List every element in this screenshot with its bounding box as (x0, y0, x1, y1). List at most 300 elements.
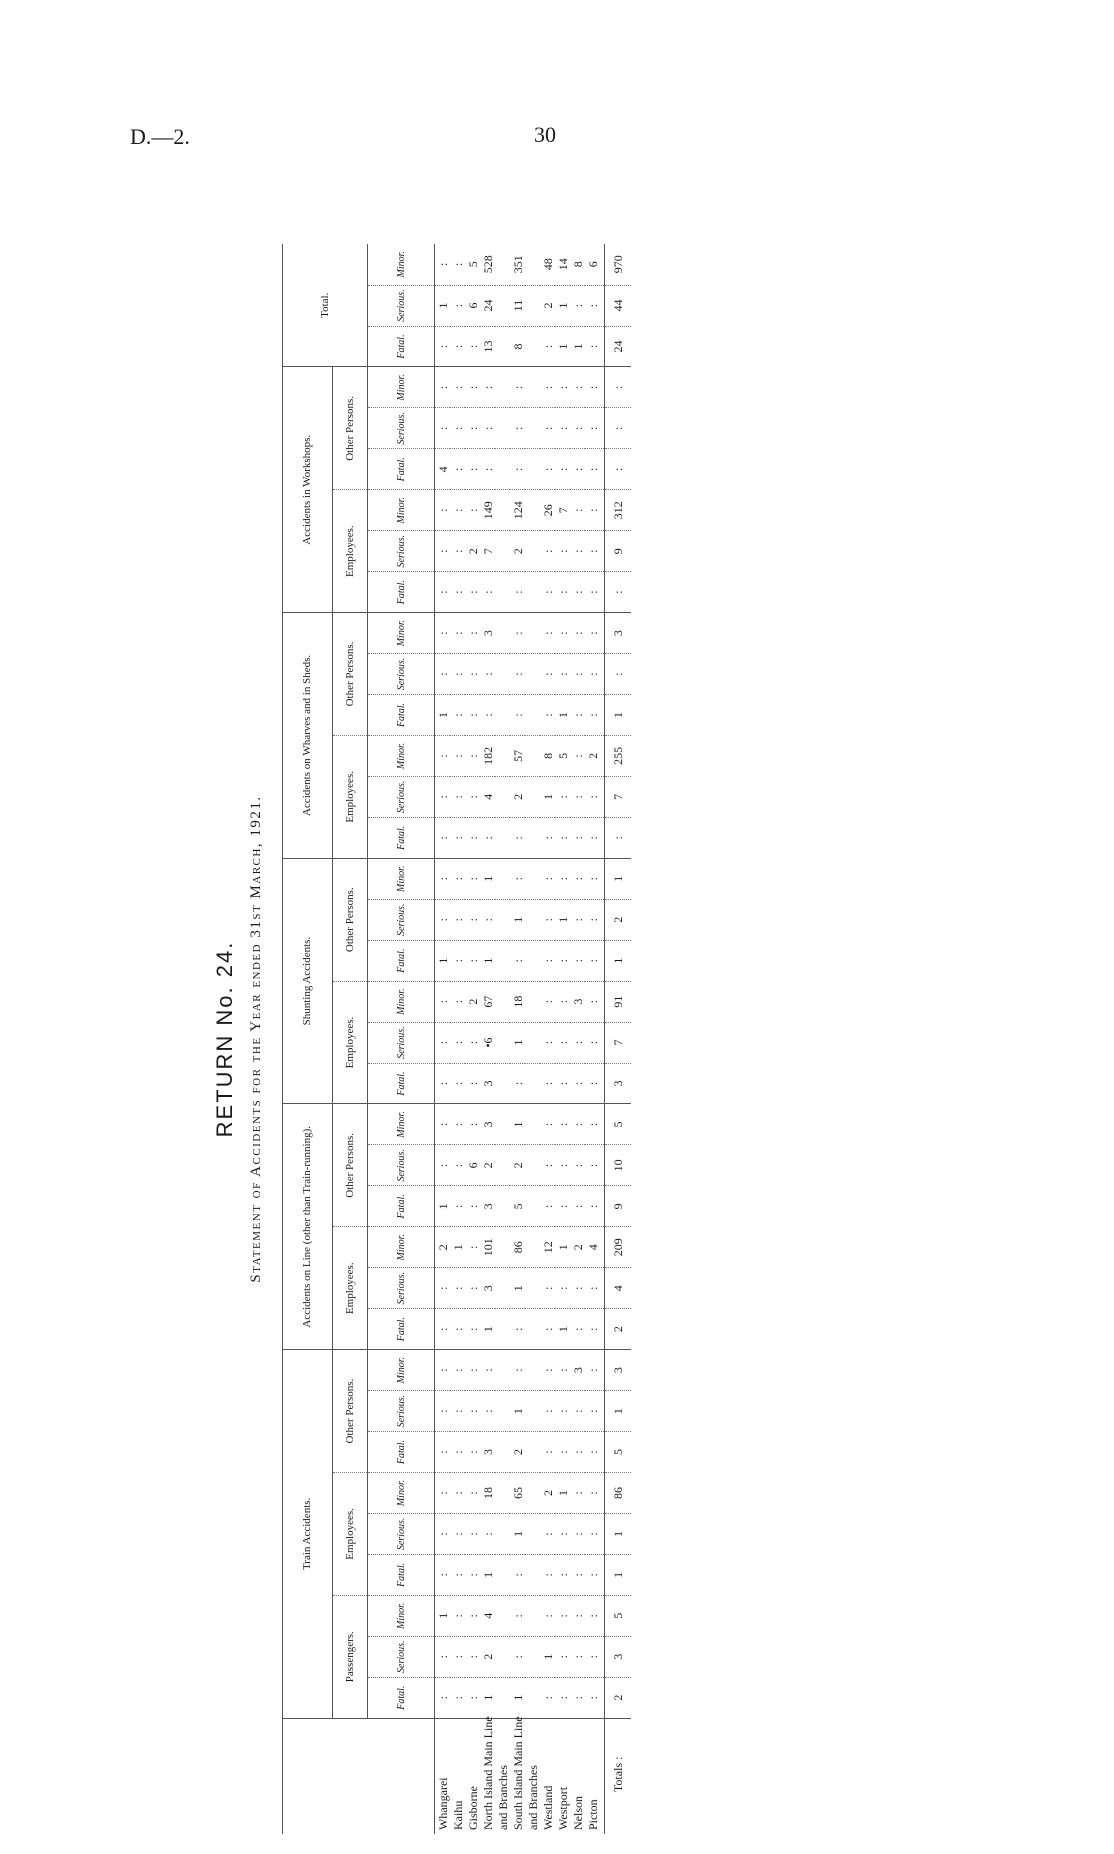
cell-value: : (510, 449, 525, 490)
cell-value: 1 (540, 776, 555, 817)
total-value: : (605, 572, 632, 613)
cell-value: : (540, 572, 555, 613)
cell-value: : (555, 1186, 570, 1227)
sub-employees: Employees. (333, 735, 368, 858)
railway-name: Kaihu (450, 1800, 465, 1830)
accidents-table (282, 244, 631, 1834)
cell-value: 1 (510, 1104, 525, 1145)
cell-value: : (585, 1636, 605, 1677)
cell-value: 2 (480, 1145, 495, 1186)
total-value: 312 (605, 490, 632, 531)
cell-value (525, 1595, 540, 1636)
group-wharves: Accidents on Wharves and in Sheds. (282, 613, 333, 859)
cell-value: : (540, 531, 555, 572)
sub-other: Other Persons. (333, 367, 368, 490)
col-minor: Minor. (368, 1350, 435, 1391)
cell-value: : (585, 449, 605, 490)
cell-value: : (540, 1391, 555, 1432)
total-value: 3 (605, 1350, 632, 1391)
cell-value (525, 1391, 540, 1432)
total-value: 1 (605, 858, 632, 899)
cell-value: : (570, 1022, 585, 1063)
cell-value: : (465, 367, 480, 408)
cell-value: : (450, 1677, 465, 1718)
cell-value: : (450, 858, 465, 899)
cell-value: 2 (510, 1432, 525, 1473)
cell-value: : (555, 940, 570, 981)
cell-value: 6 (465, 285, 480, 326)
col-fatal: Fatal. (368, 817, 435, 858)
cell-value: : (450, 694, 465, 735)
cell-value: : (450, 1391, 465, 1432)
cell-value: : (540, 1350, 555, 1391)
cell-value: : (570, 1554, 585, 1595)
cell-value: : (435, 531, 451, 572)
cell-value: : (510, 367, 525, 408)
cell-value: : (555, 654, 570, 695)
cell-value: : (450, 285, 465, 326)
cell-value: 6 (585, 244, 605, 285)
cell-value: : (570, 694, 585, 735)
total-value: 1 (605, 1513, 632, 1554)
cell-value: : (450, 244, 465, 285)
cell-value: : (570, 490, 585, 531)
cell-value: 3 (480, 1063, 495, 1104)
cell-value (495, 1186, 510, 1227)
cell-value (525, 1513, 540, 1554)
group-train: Train Accidents. (282, 1350, 333, 1718)
cell-value: 2 (570, 1227, 585, 1268)
cell-value (525, 1677, 540, 1718)
total-value: 255 (605, 735, 632, 776)
total-value: 3 (605, 1636, 632, 1677)
cell-value: : (510, 940, 525, 981)
cell-value: : (450, 1063, 465, 1104)
railway-name: Picton (585, 1799, 600, 1830)
cell-value: : (450, 1186, 465, 1227)
cell-value: 2 (585, 735, 605, 776)
cell-value: : (435, 1432, 451, 1473)
total-value: 1 (605, 1391, 632, 1432)
cell-value (495, 899, 510, 940)
cell-value: : (570, 776, 585, 817)
cell-value: : (450, 1513, 465, 1554)
col-minor: Minor. (368, 1595, 435, 1636)
cell-value: 65 (510, 1472, 525, 1513)
cell-value (495, 694, 510, 735)
cell-value: 8 (570, 244, 585, 285)
cell-value: 86 (510, 1227, 525, 1268)
total-value: 1 (605, 940, 632, 981)
cell-value: 1 (435, 1595, 451, 1636)
cell-value: : (570, 1432, 585, 1473)
cell-value: 1 (510, 1391, 525, 1432)
cell-value: 1 (510, 899, 525, 940)
cell-value: : (435, 244, 451, 285)
total-value: : (605, 367, 632, 408)
total-value: 5 (605, 1595, 632, 1636)
cell-value (525, 1432, 540, 1473)
cell-value: : (570, 899, 585, 940)
cell-value: : (480, 694, 495, 735)
cell-value: 1 (555, 1309, 570, 1350)
cell-value: : (555, 776, 570, 817)
cell-value: : (570, 1636, 585, 1677)
railway-name: and Branches (525, 1765, 540, 1830)
cell-value: : (585, 817, 605, 858)
cell-value (525, 1145, 540, 1186)
sub-employees: Employees. (333, 1227, 368, 1350)
cell-value: : (465, 735, 480, 776)
cell-value: 11 (510, 285, 525, 326)
cell-value: : (585, 899, 605, 940)
cell-value (495, 244, 510, 285)
cell-value: : (465, 326, 480, 367)
cell-value: : (450, 1472, 465, 1513)
cell-value: : (555, 1513, 570, 1554)
col-minor: Minor. (368, 1472, 435, 1513)
cell-value (525, 1186, 540, 1227)
sub-other: Other Persons. (333, 1104, 368, 1227)
cell-value: : (540, 940, 555, 981)
cell-value: : (450, 408, 465, 449)
cell-value (525, 1104, 540, 1145)
cell-value: : (555, 1022, 570, 1063)
cell-value: : (540, 1104, 555, 1145)
cell-value: 1 (435, 694, 451, 735)
cell-value (525, 940, 540, 981)
cell-value: : (435, 326, 451, 367)
cell-value (525, 776, 540, 817)
railway-name: Whangarei (435, 1777, 450, 1830)
sub-other: Other Persons. (333, 858, 368, 981)
total-value: 209 (605, 1227, 632, 1268)
cell-value: : (585, 1104, 605, 1145)
cell-value: : (450, 1104, 465, 1145)
cell-value: : (465, 654, 480, 695)
cell-value: 3 (480, 1186, 495, 1227)
cell-value (495, 1391, 510, 1432)
cell-value (525, 490, 540, 531)
col-minor: Minor. (368, 613, 435, 654)
cell-value: : (585, 776, 605, 817)
cell-value (525, 694, 540, 735)
col-serious: Serious. (368, 285, 435, 326)
column-header-row (368, 244, 435, 1834)
cell-value: : (555, 1063, 570, 1104)
cell-value: : (570, 531, 585, 572)
cell-value: : (540, 1063, 555, 1104)
cell-value: : (585, 694, 605, 735)
cell-value: : (570, 1595, 585, 1636)
cell-value: : (435, 613, 451, 654)
cell-value: : (540, 367, 555, 408)
col-fatal: Fatal. (368, 1309, 435, 1350)
cell-value: : (510, 1309, 525, 1350)
cell-value: : (465, 1432, 480, 1473)
cell-value: : (585, 1309, 605, 1350)
cell-value (495, 1227, 510, 1268)
cell-value (495, 1104, 510, 1145)
cell-value: : (435, 367, 451, 408)
cell-value (495, 1595, 510, 1636)
cell-value: 1 (555, 285, 570, 326)
cell-value (495, 776, 510, 817)
col-fatal: Fatal. (368, 694, 435, 735)
group-shunting: Shunting Accidents. (282, 858, 333, 1104)
table-row (480, 244, 495, 1834)
cell-value: 1 (555, 1472, 570, 1513)
cell-value: : (540, 981, 555, 1022)
cell-value: 1 (435, 940, 451, 981)
cell-value: : (540, 817, 555, 858)
cell-value: : (435, 1104, 451, 1145)
col-fatal: Fatal. (368, 572, 435, 613)
cell-value: : (450, 531, 465, 572)
cell-value: : (465, 858, 480, 899)
railway-name: Nelson (570, 1796, 585, 1830)
cell-value: : (540, 1268, 555, 1309)
cell-value: : (435, 1636, 451, 1677)
cell-value: : (465, 1227, 480, 1268)
cell-value (495, 817, 510, 858)
cell-value (525, 1309, 540, 1350)
cell-value (495, 1432, 510, 1473)
cell-value: : (450, 326, 465, 367)
cell-value: 5 (555, 735, 570, 776)
cell-value: 3 (570, 981, 585, 1022)
cell-value: : (510, 694, 525, 735)
cell-value: 1 (450, 1227, 465, 1268)
cell-value: 1 (510, 1513, 525, 1554)
sub-employees: Employees. (333, 490, 368, 613)
cell-value: : (480, 654, 495, 695)
total-value: 4 (605, 1268, 632, 1309)
cell-value: : (570, 735, 585, 776)
sub-employees: Employees. (333, 981, 368, 1104)
return-title: RETURN No. 24. (212, 940, 237, 1138)
cell-value: : (585, 572, 605, 613)
cell-value: : (465, 940, 480, 981)
col-minor: Minor. (368, 1227, 435, 1268)
cell-value: : (540, 326, 555, 367)
cell-value: : (480, 899, 495, 940)
cell-value: : (480, 817, 495, 858)
group-workshops: Accidents in Workshops. (282, 367, 333, 613)
cell-value: : (450, 817, 465, 858)
cell-value: : (450, 1554, 465, 1595)
cell-value: : (465, 1472, 480, 1513)
cell-value (495, 981, 510, 1022)
cell-value: : (435, 1472, 451, 1513)
cell-value: : (450, 1636, 465, 1677)
table-row (540, 244, 555, 1834)
cell-value: : (555, 572, 570, 613)
cell-value: : (540, 1432, 555, 1473)
railway-header (282, 1718, 435, 1834)
cell-value (525, 1472, 540, 1513)
cell-value: 1 (555, 326, 570, 367)
cell-value (495, 1063, 510, 1104)
cell-value: 3 (480, 1104, 495, 1145)
cell-value: : (540, 1513, 555, 1554)
railway-name: Westport (555, 1786, 570, 1830)
cell-value: : (465, 572, 480, 613)
cell-value: : (585, 1268, 605, 1309)
cell-value: 1 (480, 858, 495, 899)
cell-value: : (510, 613, 525, 654)
cell-value: : (585, 1472, 605, 1513)
cell-value: : (585, 1554, 605, 1595)
cell-value: : (435, 1268, 451, 1309)
cell-value: 24 (480, 285, 495, 326)
cell-value (495, 531, 510, 572)
cell-value (525, 367, 540, 408)
cell-value: 2 (540, 285, 555, 326)
cell-value: 1 (480, 1309, 495, 1350)
cell-value (525, 408, 540, 449)
cell-value: : (585, 285, 605, 326)
cell-value: : (540, 694, 555, 735)
col-serious: Serious. (368, 654, 435, 695)
cell-value: 2 (465, 531, 480, 572)
railway-name: South Island Main Line (510, 1716, 525, 1830)
cell-value (495, 572, 510, 613)
cell-value: 2 (510, 1145, 525, 1186)
total-value: 1 (605, 1554, 632, 1595)
cell-value: 149 (480, 490, 495, 531)
cell-value: 5 (465, 244, 480, 285)
cell-value (525, 981, 540, 1022)
cell-value: : (570, 1391, 585, 1432)
total-value: : (605, 408, 632, 449)
cell-value: : (465, 694, 480, 735)
cell-value: : (555, 1432, 570, 1473)
cell-value (495, 1350, 510, 1391)
cell-value: 57 (510, 735, 525, 776)
cell-value (525, 899, 540, 940)
cell-value: : (555, 1104, 570, 1145)
cell-value (495, 1268, 510, 1309)
cell-value: : (510, 1350, 525, 1391)
cell-value: : (555, 817, 570, 858)
cell-value: : (585, 326, 605, 367)
cell-value: : (585, 1063, 605, 1104)
cell-value (495, 449, 510, 490)
cell-value (525, 285, 540, 326)
cell-value: : (540, 654, 555, 695)
cell-value: : (540, 408, 555, 449)
cell-value: : (465, 1595, 480, 1636)
cell-value: : (435, 490, 451, 531)
cell-value: : (510, 1063, 525, 1104)
page-reference: D.—2. (130, 124, 190, 149)
cell-value: 1 (555, 694, 570, 735)
total-value: 7 (605, 1022, 632, 1063)
cell-value: : (480, 1513, 495, 1554)
cell-value: 5 (510, 1186, 525, 1227)
cell-value: : (435, 858, 451, 899)
cell-value: : (450, 1595, 465, 1636)
cell-value: : (465, 408, 480, 449)
cell-value (525, 1350, 540, 1391)
cell-value: : (585, 531, 605, 572)
cell-value: 18 (510, 981, 525, 1022)
col-serious: Serious. (368, 531, 435, 572)
cell-value: : (465, 1268, 480, 1309)
cell-value (495, 1513, 510, 1554)
cell-value: : (540, 449, 555, 490)
total-value: 9 (605, 1186, 632, 1227)
cell-value: 1 (480, 940, 495, 981)
cell-value (495, 1145, 510, 1186)
cell-value: : (450, 1350, 465, 1391)
col-minor: Minor. (368, 981, 435, 1022)
cell-value: : (450, 735, 465, 776)
cell-value: : (585, 490, 605, 531)
cell-value: : (570, 367, 585, 408)
cell-value: 1 (540, 1636, 555, 1677)
col-fatal: Fatal. (368, 1432, 435, 1473)
cell-value: 6 (465, 1145, 480, 1186)
cell-value: 3 (570, 1350, 585, 1391)
cell-value: 2 (480, 1636, 495, 1677)
cell-value: : (435, 735, 451, 776)
total-value: 10 (605, 1145, 632, 1186)
total-value: : (605, 654, 632, 695)
col-fatal: Fatal. (368, 1677, 435, 1718)
cell-value: : (540, 858, 555, 899)
cell-value: : (510, 654, 525, 695)
cell-value: : (570, 1472, 585, 1513)
sub-employees: Employees. (333, 1472, 368, 1595)
col-fatal: Fatal. (368, 1063, 435, 1104)
col-fatal: Fatal. (368, 940, 435, 981)
cell-value (525, 1636, 540, 1677)
table-row (555, 244, 570, 1834)
cell-value (525, 1227, 540, 1268)
cell-value: : (435, 817, 451, 858)
cell-value: : (450, 654, 465, 695)
cell-value: : (480, 449, 495, 490)
cell-value (495, 408, 510, 449)
col-fatal: Fatal. (368, 1186, 435, 1227)
cell-value: 1 (480, 1554, 495, 1595)
cell-value: : (465, 1104, 480, 1145)
cell-value: : (465, 1513, 480, 1554)
cell-value (495, 858, 510, 899)
col-serious: Serious. (368, 1145, 435, 1186)
cell-value: 1 (435, 1186, 451, 1227)
cell-value (495, 735, 510, 776)
cell-value (495, 1472, 510, 1513)
page-number: 30 (534, 122, 556, 147)
cell-value (495, 367, 510, 408)
cell-value: : (540, 1595, 555, 1636)
cell-value: : (570, 1513, 585, 1554)
col-serious: Serious. (368, 1268, 435, 1309)
cell-value: : (510, 1554, 525, 1595)
cell-value: : (540, 613, 555, 654)
total-value: 2 (605, 899, 632, 940)
table-row (465, 244, 480, 1834)
cell-value: 2 (465, 981, 480, 1022)
totals-label: Totals : (605, 1718, 632, 1834)
cell-value: : (435, 1063, 451, 1104)
cell-value: : (540, 1309, 555, 1350)
cell-value: : (585, 367, 605, 408)
cell-value: 48 (540, 244, 555, 285)
